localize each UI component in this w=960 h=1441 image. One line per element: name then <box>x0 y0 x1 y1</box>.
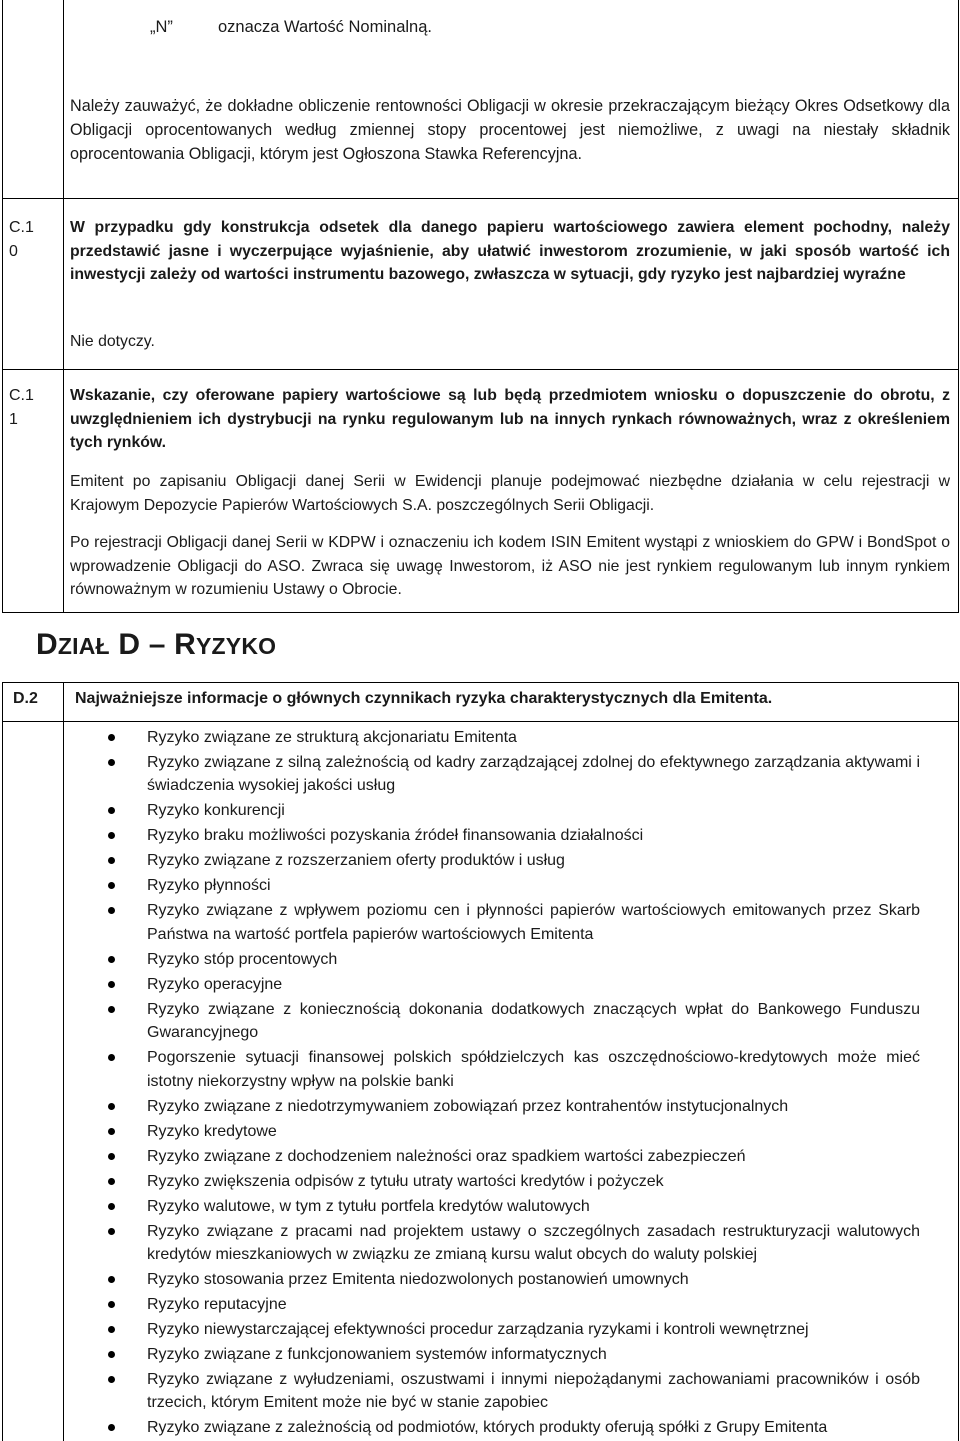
risk-item: Ryzyko związane z koniecznością dokonania dodatkowych znaczących wpłat do Bankowego Funduszu Gwarancyjnego <box>100 998 920 1045</box>
row-divider <box>3 198 958 199</box>
risk-item: Ryzyko związane z niedotrzymywaniem zobowiązań przez kontrahentów instytucjonalnych <box>100 1095 920 1118</box>
code-line: C.1 <box>9 387 34 404</box>
c-section-table <box>2 0 959 613</box>
risk-item: Ryzyko walutowe, w tym z tytułu portfela kredytów walutowych <box>100 1195 920 1218</box>
risk-item: Pogorszenie sytuacji finansowej polskich spółdzielczych kas oszczędnościowo-kredytowych może mieć istotny niekorzystny wpływ na polskie banki <box>100 1046 920 1093</box>
risk-item: Ryzyko związane ze strukturą akcjonariatu Emitenta <box>100 726 920 749</box>
risk-item: Ryzyko związane z pracami nad projektem ustawy o szczególnych zasadach restrukturyzacji walutowych kredytów mieszkaniowych w związku ze zmianą kursu walut obcych do waluty polskiej <box>100 1220 920 1267</box>
legend-text: oznacza Wartość Nominalną. <box>218 18 432 36</box>
column-divider <box>63 0 64 612</box>
c10-heading: W przypadku gdy konstrukcja odsetek dla danego papieru wartościowego zawiera element pochodny, należy przedstawić jasne i wyczerpujące wyjaśnienie, aby ułatwić inwestorom zrozumienie, w jaki sposób wartość ich inwestycji zależy od wartości instrumentu bazowego, zwłaszcza w sytuacji, gdy ryzyko jest najbardziej wyraźne <box>70 219 950 283</box>
risk-item: Ryzyko związane z zależnością od podmiotów, których produkty oferują spółki z Grupy Emitenta <box>100 1416 920 1439</box>
d2-heading: Najważniejsze informacje o głównych czynnikach ryzyka charakterystycznych dla Emitenta. <box>75 690 773 707</box>
c11-paragraph-2: Po rejestracji Obligacji danej Serii w KDPW i oznaczeniu ich kodem ISIN Emitent wystąpi z wnioskiem do GPW i BondSpot o wprowadzenie Obligacji do ASO. Zwraca się uwagę Inwestorom, iż ASO nie jest rynkiem regulowanym lub innym rynkiem równoważnym w rozumieniu Ustawy o Obrocie. <box>70 534 950 598</box>
row-code-c10 <box>9 216 57 264</box>
risk-item: Ryzyko konkurencji <box>100 799 920 822</box>
code-line: C.1 <box>9 219 34 236</box>
risk-item: Ryzyko kredytowe <box>100 1120 920 1143</box>
risk-item: Ryzyko związane z funkcjonowaniem systemów informatycznych <box>100 1343 920 1366</box>
row-divider <box>3 721 958 722</box>
code-line: 0 <box>9 243 18 260</box>
code-line: 1 <box>9 411 18 428</box>
risk-item: Ryzyko stóp procentowych <box>100 948 920 971</box>
row-code-c11 <box>9 384 57 432</box>
risk-item: Ryzyko operacyjne <box>100 973 920 996</box>
risk-item: Ryzyko niewystarczającej efektywności procedur zarządzania ryzykami i kontroli wewnętrznej <box>100 1318 920 1341</box>
risk-item: Ryzyko zwiększenia odpisów z tytułu utraty wartości kredytów i pożyczek <box>100 1170 920 1193</box>
risk-item: Ryzyko związane z rozszerzaniem oferty produktów i usług <box>100 849 920 872</box>
c10-body: Nie dotyczy. <box>70 333 155 350</box>
c11-paragraph-1: Emitent po zapisaniu Obligacji danej Serii w Ewidencji planuje podejmować niezbędne działania w celu rejestracji w Krajowym Depozycie Papierów Wartościowych S.A. poszczególnych Serii Obligacji. <box>70 473 950 514</box>
risk-item: Ryzyko braku możliwości pozyskania źródeł finansowania działalności <box>100 824 920 847</box>
risk-item: Ryzyko reputacyjne <box>100 1293 920 1316</box>
legend-symbol: „N” <box>150 18 173 36</box>
risk-item: Ryzyko związane z wpływem poziomu cen i płynności papierów wartościowych emitowanych przez Skarb Państwa na wartość portfela papierów wartościowych Emitenta <box>100 899 920 946</box>
row-code-d2: D.2 <box>13 690 38 707</box>
column-divider <box>63 683 64 1441</box>
risk-list <box>100 726 920 1441</box>
risk-item: Ryzyko związane z silną zależnością od kadry zarządzającej zdolnej do efektywnego zarządzania aktywami i świadczenia wysokiej jakości usług <box>100 751 920 798</box>
c11-heading: Wskazanie, czy oferowane papiery wartościowe są lub będą przedmiotem wniosku o dopuszczenie do obrotu, z uwzględnieniem ich dystrybucji na rynku regulowanym lub na innych rynkach równoważnych, wraz z określeniem tych rynków. <box>70 387 950 451</box>
risk-item: Ryzyko płynności <box>100 874 920 897</box>
risk-item: Ryzyko związane z wyłudzeniami, oszustwami i innymi niepożądanymi zachowaniami pracowników i osób trzecich, którym Emitent może nie być w stanie zapobiec <box>100 1368 920 1415</box>
risk-item: Ryzyko stosowania przez Emitenta niedozwolonych postanowień umownych <box>100 1268 920 1291</box>
section-title: DZIAŁ D – RYZYKO <box>36 628 277 661</box>
intro-paragraph: Należy zauważyć, że dokładne obliczenie rentowności Obligacji w okresie przekraczającym bieżący Okres Odsetkowy dla Obligacji oprocentowanych według zmiennej stopy procentowej jest niemożliwe, z uwagi na niestały składnik oprocentowania Obligacji, którym jest Ogłoszona Stawka Referencyjna. <box>70 97 950 163</box>
risk-item: Ryzyko związane z dochodzeniem należności oraz spadkiem wartości zabezpieczeń <box>100 1145 920 1168</box>
row-divider <box>3 369 958 370</box>
